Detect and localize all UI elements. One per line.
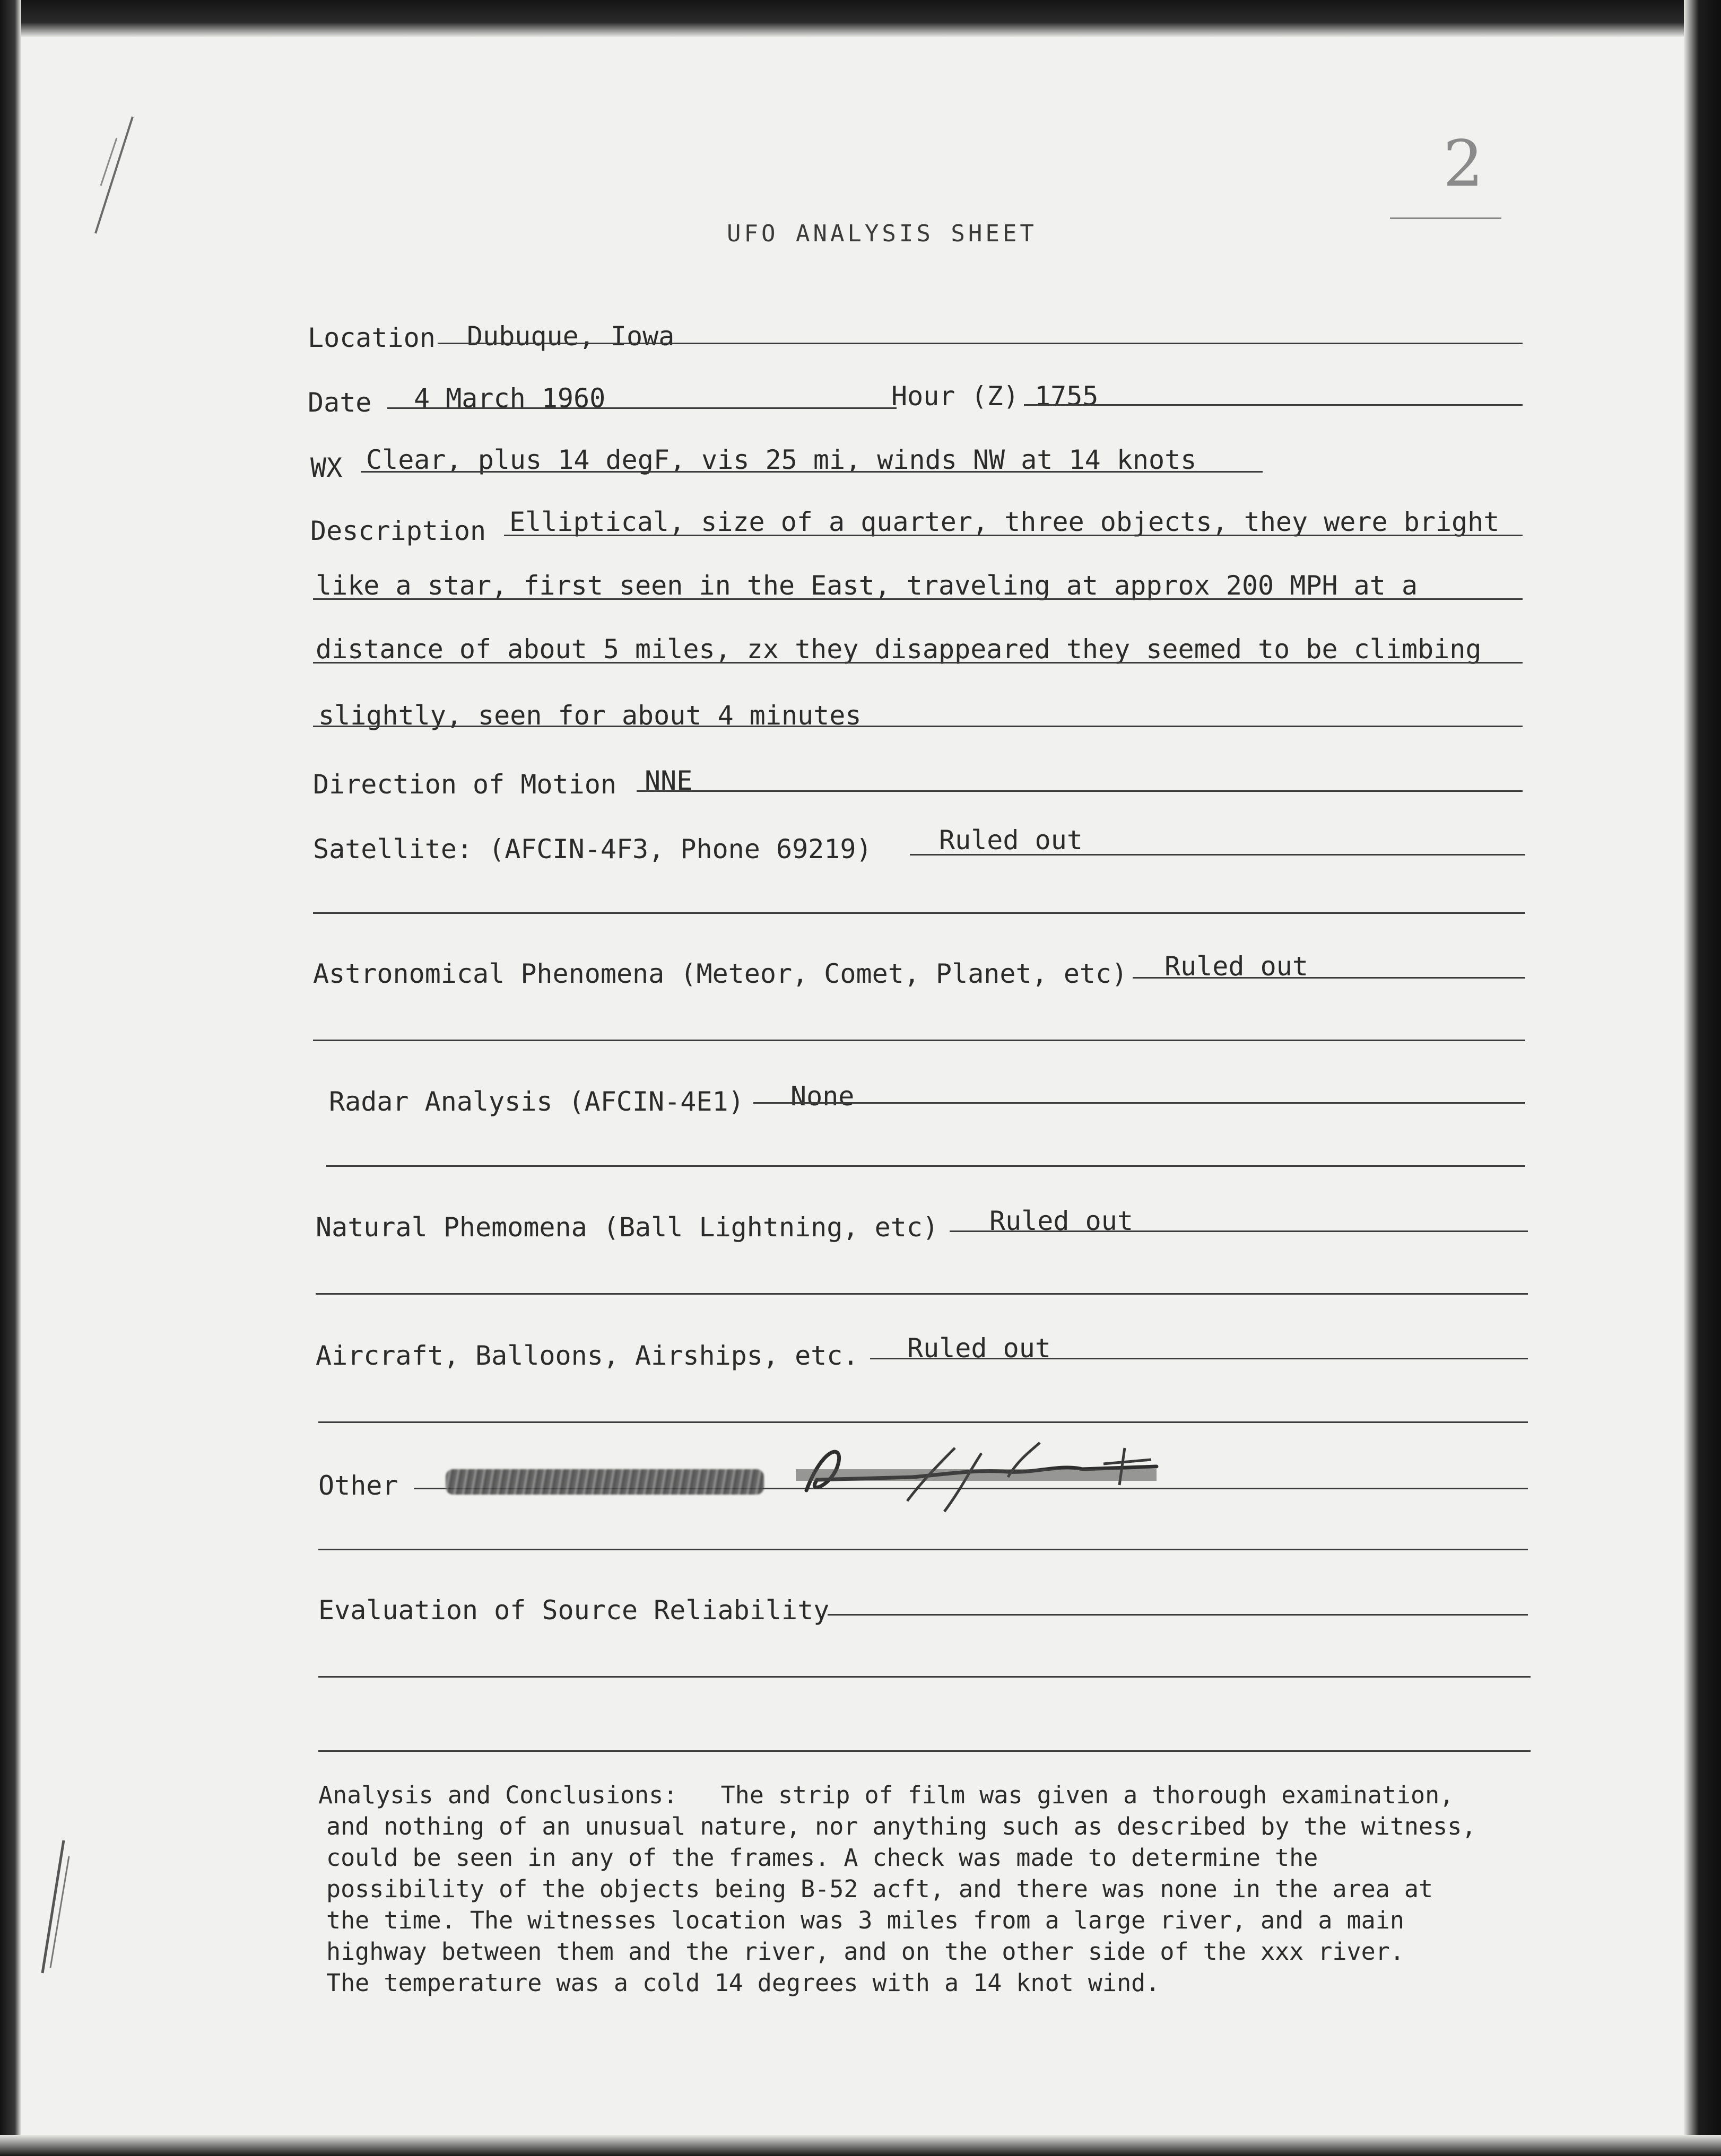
aircraft-line-2 xyxy=(318,1421,1528,1423)
description-line-4: slightly, seen for about 4 minutes xyxy=(318,700,862,731)
aircraft-value: Ruled out xyxy=(907,1333,1051,1364)
location-line xyxy=(438,343,1523,344)
description-rule-1 xyxy=(504,535,1523,536)
film-border-bottom xyxy=(0,2135,1721,2156)
description-line-3: distance of about 5 miles, zx they disappeared they seemed to be climbing xyxy=(316,634,1482,665)
analysis-line-1 xyxy=(318,1779,1623,1811)
description-line-2: like a star, first seen in the East, traveling at approx 200 MPH at a xyxy=(316,570,1418,601)
satellite-value: Ruled out xyxy=(939,825,1083,856)
analysis-line-7: The temperature was a cold 14 degrees with a 14 knot wind. xyxy=(326,1969,1160,1997)
film-border-left xyxy=(0,0,21,2156)
astronomical-line xyxy=(1133,977,1525,979)
location-value: Dubuque, Iowa xyxy=(467,321,675,352)
redaction-mark xyxy=(446,1469,764,1495)
stray-left-mark xyxy=(32,1835,74,1984)
stray-pencil-mark xyxy=(80,106,143,244)
satellite-line-2 xyxy=(313,912,1525,914)
date-value: 4 March 1960 xyxy=(414,383,606,414)
description-rule-4 xyxy=(313,726,1523,727)
analysis-line-5: the time. The witnesses location was 3 miles from a large river, and a main xyxy=(326,1906,1404,1934)
analysis-line-3: could be seen in any of the frames. A check was made to determine the xyxy=(326,1844,1318,1872)
location-label: Location xyxy=(308,322,436,353)
other-line-2 xyxy=(318,1549,1528,1550)
radar-line-2 xyxy=(326,1165,1525,1167)
date-label: Date xyxy=(308,387,372,418)
reliability-line xyxy=(828,1614,1528,1616)
direction-label: Direction of Motion xyxy=(313,769,616,800)
description-line-1: Elliptical, size of a quarter, three objects, they were bright xyxy=(509,507,1500,537)
natural-value: Ruled out xyxy=(989,1206,1133,1236)
page-number: 2 xyxy=(1443,127,1484,201)
analysis-block xyxy=(318,1779,1623,1998)
analysis-line-1-text: The strip of film was given a thorough examination, xyxy=(720,1781,1454,1809)
description-rule-3 xyxy=(313,662,1523,664)
hour-label: Hour (Z) xyxy=(891,381,1019,412)
astronomical-line-2 xyxy=(313,1040,1525,1041)
description-rule-2 xyxy=(313,598,1523,600)
analysis-line-6: highway between them and the river, and on the other side of the xxx river. xyxy=(326,1937,1404,1966)
hour-value: 1755 xyxy=(1035,381,1099,412)
radar-value: None xyxy=(790,1081,855,1112)
analysis-line-2: and nothing of an unusual nature, nor anything such as described by the witness, xyxy=(326,1812,1476,1840)
satellite-line xyxy=(910,854,1525,856)
other-label: Other xyxy=(318,1470,398,1501)
direction-value: NNE xyxy=(645,765,693,796)
wx-label: WX xyxy=(310,452,343,483)
film-border-top xyxy=(0,0,1721,37)
handwritten-signature xyxy=(785,1427,1167,1517)
description-label: Description xyxy=(310,516,486,546)
natural-label: Natural Phemomena (Ball Lightning, etc) xyxy=(316,1212,938,1243)
radar-line xyxy=(753,1102,1525,1104)
film-border-right xyxy=(1684,0,1721,2156)
reliability-line-2 xyxy=(318,1676,1531,1678)
satellite-label: Satellite: (AFCIN-4F3, Phone 69219) xyxy=(313,834,872,865)
wx-value: Clear, plus 14 degF, vis 25 mi, winds NW at 14 knots xyxy=(366,444,1197,475)
page-number-underline xyxy=(1390,217,1501,219)
radar-label: Radar Analysis (AFCIN-4E1) xyxy=(329,1086,744,1117)
direction-line xyxy=(637,790,1523,792)
wx-line xyxy=(361,471,1263,473)
analysis-line-4: possibility of the objects being B-52 acft, and there was none in the area at xyxy=(326,1875,1433,1903)
hour-line xyxy=(1024,404,1523,406)
reliability-label: Evaluation of Source Reliability xyxy=(318,1595,830,1626)
astronomical-label: Astronomical Phenomena (Meteor, Comet, Planet, etc) xyxy=(313,958,1128,989)
natural-line-2 xyxy=(316,1293,1528,1295)
astronomical-value: Ruled out xyxy=(1164,951,1308,982)
reliability-line-3 xyxy=(318,1750,1531,1752)
analysis-label: Analysis and Conclusions: xyxy=(318,1781,678,1809)
date-line xyxy=(387,407,897,409)
aircraft-line xyxy=(870,1358,1528,1359)
natural-line xyxy=(950,1230,1528,1232)
aircraft-label: Aircraft, Balloons, Airships, etc. xyxy=(316,1340,859,1371)
form-title: UFO ANALYSIS SHEET xyxy=(727,220,1037,247)
